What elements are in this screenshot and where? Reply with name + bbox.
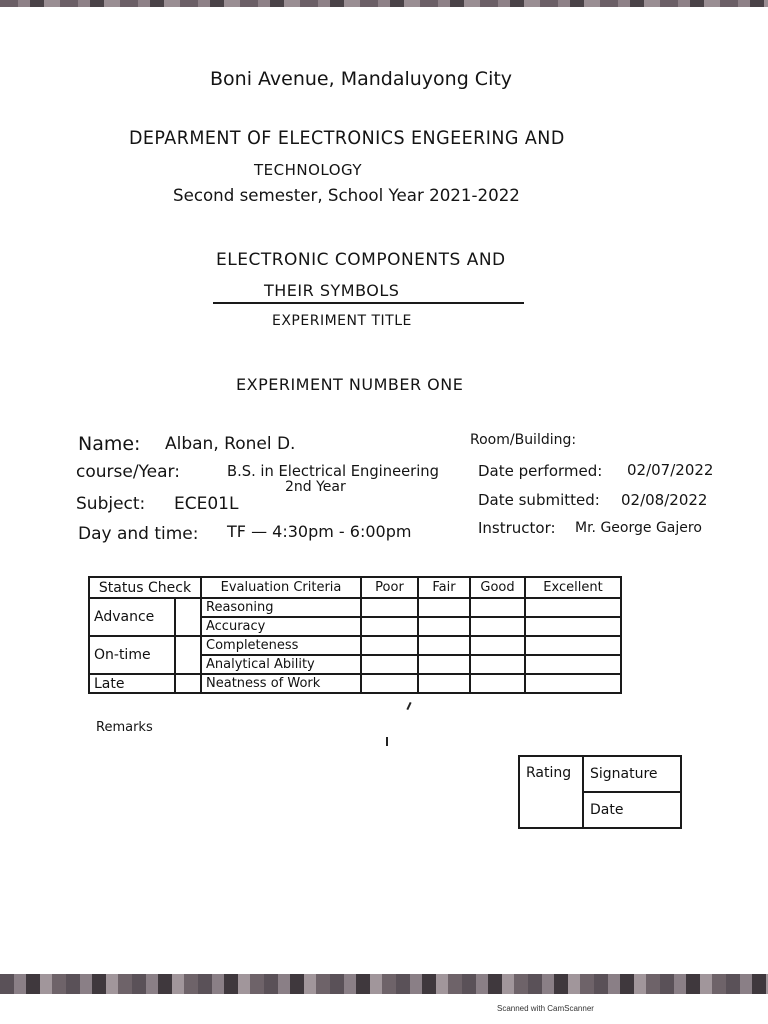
name-label: Name: bbox=[78, 433, 141, 455]
subject-value: ECE01L bbox=[174, 494, 239, 514]
day-time-label: Day and time: bbox=[78, 524, 199, 544]
status-advance-checkbox[interactable] bbox=[175, 598, 201, 636]
signature-field[interactable]: Signature bbox=[583, 756, 681, 792]
experiment-number: EXPERIMENT NUMBER ONE bbox=[236, 375, 464, 394]
criteria-completeness: Completeness bbox=[201, 636, 361, 655]
scan-edge-bottom bbox=[0, 974, 768, 994]
analytical-good-cell[interactable] bbox=[470, 655, 525, 674]
subject-label: Subject: bbox=[76, 494, 146, 514]
rating-box bbox=[518, 755, 682, 829]
pen-mark bbox=[386, 737, 388, 746]
header-poor: Poor bbox=[361, 577, 418, 598]
reasoning-fair-cell[interactable] bbox=[418, 598, 470, 617]
header-good: Good bbox=[470, 577, 525, 598]
criteria-analytical-ability: Analytical Ability bbox=[201, 655, 361, 674]
header-status-check: Status Check bbox=[89, 577, 201, 598]
table-row bbox=[89, 636, 621, 655]
status-on-time-checkbox[interactable] bbox=[175, 636, 201, 674]
accuracy-good-cell[interactable] bbox=[470, 617, 525, 636]
rating-row-top bbox=[519, 756, 681, 792]
scanner-watermark: Scanned with CamScanner bbox=[497, 1004, 594, 1013]
status-on-time: On-time bbox=[89, 636, 175, 674]
analytical-excellent-cell[interactable] bbox=[525, 655, 621, 674]
completeness-fair-cell[interactable] bbox=[418, 636, 470, 655]
experiment-title-line-1: ELECTRONIC COMPONENTS AND bbox=[216, 250, 506, 270]
completeness-poor-cell[interactable] bbox=[361, 636, 418, 655]
year-value: 2nd Year bbox=[285, 479, 346, 495]
accuracy-poor-cell[interactable] bbox=[361, 617, 418, 636]
neatness-poor-cell[interactable] bbox=[361, 674, 418, 693]
date-field[interactable]: Date bbox=[583, 792, 681, 828]
reasoning-excellent-cell[interactable] bbox=[525, 598, 621, 617]
day-time-value: TF — 4:30pm - 6:00pm bbox=[227, 522, 412, 541]
experiment-title-caption: EXPERIMENT TITLE bbox=[272, 313, 412, 329]
status-late-checkbox[interactable] bbox=[175, 674, 201, 693]
completeness-excellent-cell[interactable] bbox=[525, 636, 621, 655]
date-performed-label: Date performed: bbox=[478, 462, 603, 480]
analytical-fair-cell[interactable] bbox=[418, 655, 470, 674]
reasoning-good-cell[interactable] bbox=[470, 598, 525, 617]
semester-line: Second semester, School Year 2021-2022 bbox=[173, 186, 520, 206]
header-excellent: Excellent bbox=[525, 577, 621, 598]
status-late: Late bbox=[89, 674, 175, 693]
scan-edge-top bbox=[0, 0, 768, 7]
department-line-1: DEPARMENT OF ELECTRONICS ENGEERING AND bbox=[129, 127, 565, 149]
reasoning-poor-cell[interactable] bbox=[361, 598, 418, 617]
room-building-label: Room/Building: bbox=[470, 432, 577, 448]
rating-label: Rating bbox=[519, 756, 583, 828]
analytical-poor-cell[interactable] bbox=[361, 655, 418, 674]
title-underline bbox=[213, 302, 524, 304]
course-value: B.S. in Electrical Engineering bbox=[227, 462, 439, 480]
header-fair: Fair bbox=[418, 577, 470, 598]
date-submitted-label: Date submitted: bbox=[478, 491, 600, 509]
instructor-value: Mr. George Gajero bbox=[575, 520, 702, 536]
status-advance: Advance bbox=[89, 598, 175, 636]
remarks-label: Remarks bbox=[96, 720, 153, 735]
neatness-fair-cell[interactable] bbox=[418, 674, 470, 693]
header-evaluation-criteria: Evaluation Criteria bbox=[201, 577, 361, 598]
course-label: course/Year: bbox=[76, 462, 180, 482]
completeness-good-cell[interactable] bbox=[470, 636, 525, 655]
table-row bbox=[89, 598, 621, 617]
experiment-title-line-2: THEIR SYMBOLS bbox=[264, 281, 400, 300]
date-submitted-value: 02/08/2022 bbox=[621, 491, 708, 509]
criteria-accuracy: Accuracy bbox=[201, 617, 361, 636]
school-address: Boni Avenue, Mandaluyong City bbox=[210, 68, 513, 90]
accuracy-excellent-cell[interactable] bbox=[525, 617, 621, 636]
department-line-2: TECHNOLOGY bbox=[254, 161, 363, 179]
name-value: Alban, Ronel D. bbox=[165, 434, 296, 454]
instructor-label: Instructor: bbox=[478, 519, 556, 537]
accuracy-fair-cell[interactable] bbox=[418, 617, 470, 636]
criteria-reasoning: Reasoning bbox=[201, 598, 361, 617]
evaluation-table bbox=[88, 576, 622, 694]
date-performed-value: 02/07/2022 bbox=[627, 461, 714, 479]
criteria-neatness-of-work: Neatness of Work bbox=[201, 674, 361, 693]
neatness-good-cell[interactable] bbox=[470, 674, 525, 693]
table-row bbox=[89, 674, 621, 693]
evaluation-header-row bbox=[89, 577, 621, 598]
neatness-excellent-cell[interactable] bbox=[525, 674, 621, 693]
